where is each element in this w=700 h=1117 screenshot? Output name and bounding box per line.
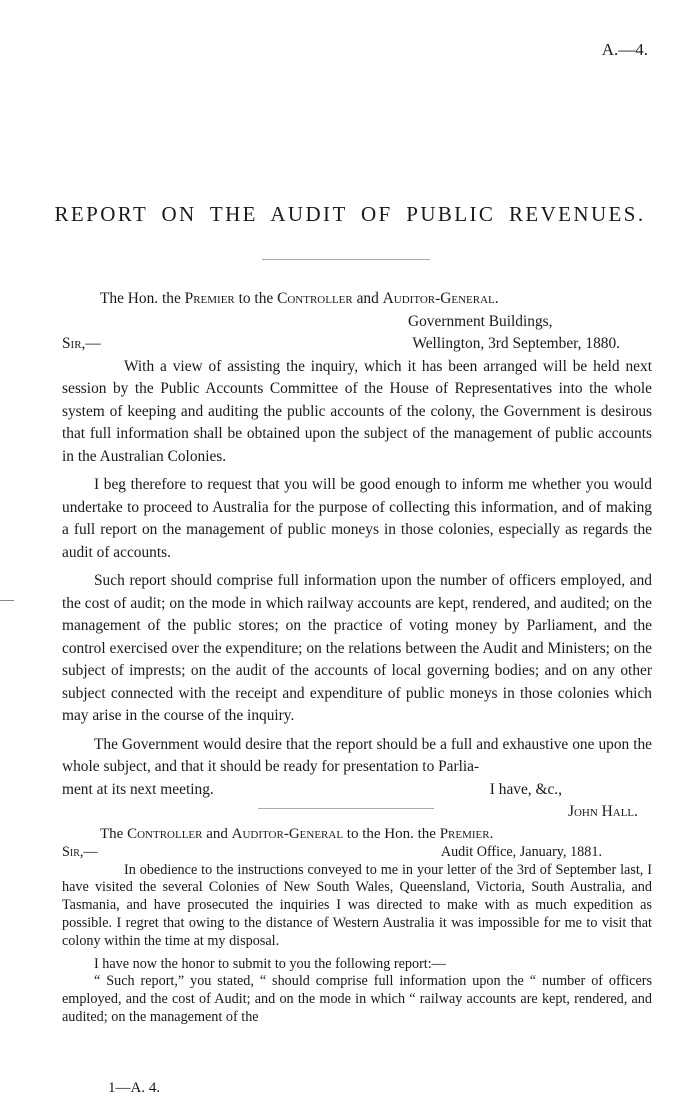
- margin-mark: [0, 600, 14, 601]
- signature: John Hall.: [567, 803, 638, 820]
- letter-heading: The Controller and Auditor-General to the Hon. the Premier.: [100, 826, 494, 842]
- page-code: A.—4.: [601, 40, 648, 59]
- folio: 1—A. 4.: [108, 1080, 161, 1096]
- salutation-row: [62, 333, 652, 356]
- page-title: REPORT ON THE AUDIT OF PUBLIC REVENUES.: [54, 202, 646, 226]
- letter-controller-to-premier: [62, 826, 652, 1027]
- paragraph: Such report should comprise full information upon the number of officers employed, and the cost of audit; on the mode in which railway accounts are kept, rendered, and audited; on the management of the public stores; on the practice of voting money by Parliament, and the control exercised over the expenditure; on the relations between the Audit and Ministers; on the subject of imprests; on the audit of the accounts of local governing bodies; and on any other subject connected with the receipt and expenditure of public moneys in those colonies which may arise in the course of the inquiry.: [62, 572, 652, 724]
- quoted-paragraph: “ Such report,” you stated, “ should comprise full information upon the “ number of officers employed, and the cost of Audit; and on the mode in which “ railway accounts are kept, rendered, and audited; on the management of the: [62, 973, 652, 1025]
- paragraph: I beg therefore to request that you will be good enough to inform me whether you would undertake to proceed to Australia for the purpose of collecting this information, and of making a full report on the management of public moneys in those colonies, especially as regards the audit of accounts.: [62, 476, 652, 561]
- paragraph: In obedience to the instructions conveyed to me in your letter of the 3rd of September last, I have visited the several Colonies of New South Wales, Queensland, Victoria, South Australia, and Tasmania, and have prosecuted the inquiries I was directed to make with as much expedition as possible. I regret that owing to the distance of Western Australia it was impossible for me to visit that colony within the time at my disposal.: [62, 861, 652, 949]
- letter-premier-to-controller: [62, 288, 652, 824]
- paragraph-end: ment at its next meeting.: [62, 780, 214, 798]
- paragraph: The Government would desire that the report should be a full and exhaustive one upon the whole subject, and that it should be ready for presentation to Parlia-: [62, 735, 652, 775]
- closing-row: [62, 779, 652, 802]
- salutation: Sir,—: [62, 843, 98, 860]
- closing: I have, &c.,: [489, 780, 562, 798]
- address-date: Audit Office, January, 1881.: [440, 843, 602, 860]
- salutation: Sir,—: [62, 335, 101, 352]
- paragraph: I have now the honor to submit to you the following report:—: [94, 955, 446, 972]
- address-date: Wellington, 3rd September, 1880.: [412, 335, 620, 352]
- paragraph: With a view of assisting the inquiry, which it has been arranged will be held next session by the Public Accounts Committee of the House of Representatives into the whole system of keeping and auditing the public accounts of the colony, the Government is desirous that full information shall be obtained upon the subject of the management of public accounts in the Australian Colonies.: [62, 357, 652, 465]
- address-line: Government Buildings,: [408, 312, 553, 330]
- title-divider: [262, 259, 430, 260]
- letter-divider: [258, 808, 434, 809]
- letter-heading: The Hon. the Premier to the Controller and Auditor-General.: [100, 290, 499, 307]
- salutation-row: [62, 844, 652, 862]
